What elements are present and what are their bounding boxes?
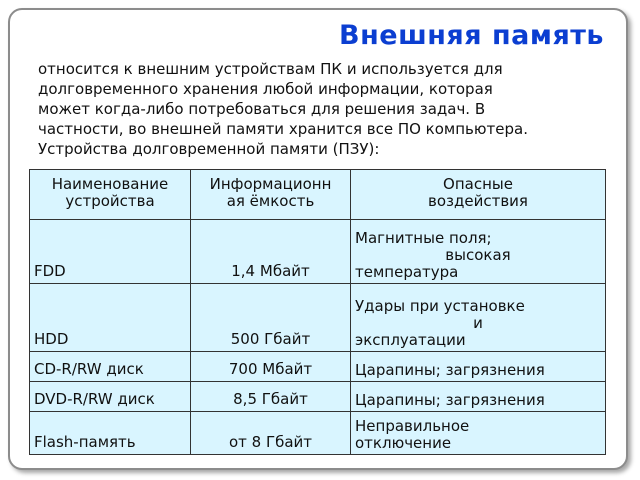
row-fdd-name: FDD xyxy=(30,220,191,284)
row-hdd-name: HDD xyxy=(30,284,191,352)
table-row xyxy=(30,284,606,352)
row-cd-effects: Царапины; загрязнения xyxy=(351,352,606,382)
row-dvd-name: DVD-R/RW диск xyxy=(30,382,191,412)
row-flash-effects xyxy=(351,412,606,455)
row-dvd-capacity: 8,5 Гбайт xyxy=(191,382,351,412)
row-fdd-effect-line1: Магнитные поля; xyxy=(355,229,492,247)
row-hdd-effect-line2: и xyxy=(473,314,483,332)
row-dvd-effects: Царапины; загрязнения xyxy=(351,382,606,412)
table-row xyxy=(30,220,606,284)
header-capacity-line1: Информационн xyxy=(209,175,332,193)
row-hdd-capacity: 500 Гбайт xyxy=(191,284,351,352)
header-device-name-line1: Наименование xyxy=(51,175,169,193)
header-capacity-line2: ая ёмкость xyxy=(226,192,315,210)
header-effects xyxy=(351,170,606,220)
row-cd-capacity: 700 Мбайт xyxy=(191,352,351,382)
header-capacity xyxy=(191,170,351,220)
header-effects-line1: Опасные xyxy=(443,175,513,193)
table-row xyxy=(30,352,606,382)
row-flash-effect-line1: Неправильное xyxy=(355,417,470,435)
row-hdd-effect-line1: Удары при установке xyxy=(355,297,525,315)
table-row xyxy=(30,412,606,455)
table-header-row xyxy=(30,170,606,220)
row-hdd-effect-line3: эксплуатации xyxy=(355,331,466,349)
slide-body-text: относится к внешним устройствам ПК и используется для долговременного хранения любой информации, которая может когда-либо потребоваться для решения задач. В частности, во внешней памяти хранится все ПО компьютера. Устройства долговременной памяти (ПЗУ): xyxy=(38,60,528,158)
row-fdd-effects xyxy=(351,220,606,284)
slide-title: Внешняя память xyxy=(339,20,604,51)
storage-devices-table xyxy=(29,169,606,455)
header-device-name xyxy=(30,170,191,220)
row-flash-name: Flash-память xyxy=(30,412,191,455)
row-fdd-capacity: 1,4 Мбайт xyxy=(191,220,351,284)
row-hdd-effects xyxy=(351,284,606,352)
row-flash-effect-line2: отключение xyxy=(355,434,452,452)
row-fdd-effect-line3: температура xyxy=(355,263,459,281)
header-device-name-line2: устройства xyxy=(65,192,155,210)
row-fdd-effect-line2: высокая xyxy=(445,246,511,264)
header-effects-line2: воздействия xyxy=(428,192,528,210)
row-flash-capacity: от 8 Гбайт xyxy=(191,412,351,455)
table-row xyxy=(30,382,606,412)
row-cd-name: CD-R/RW диск xyxy=(30,352,191,382)
